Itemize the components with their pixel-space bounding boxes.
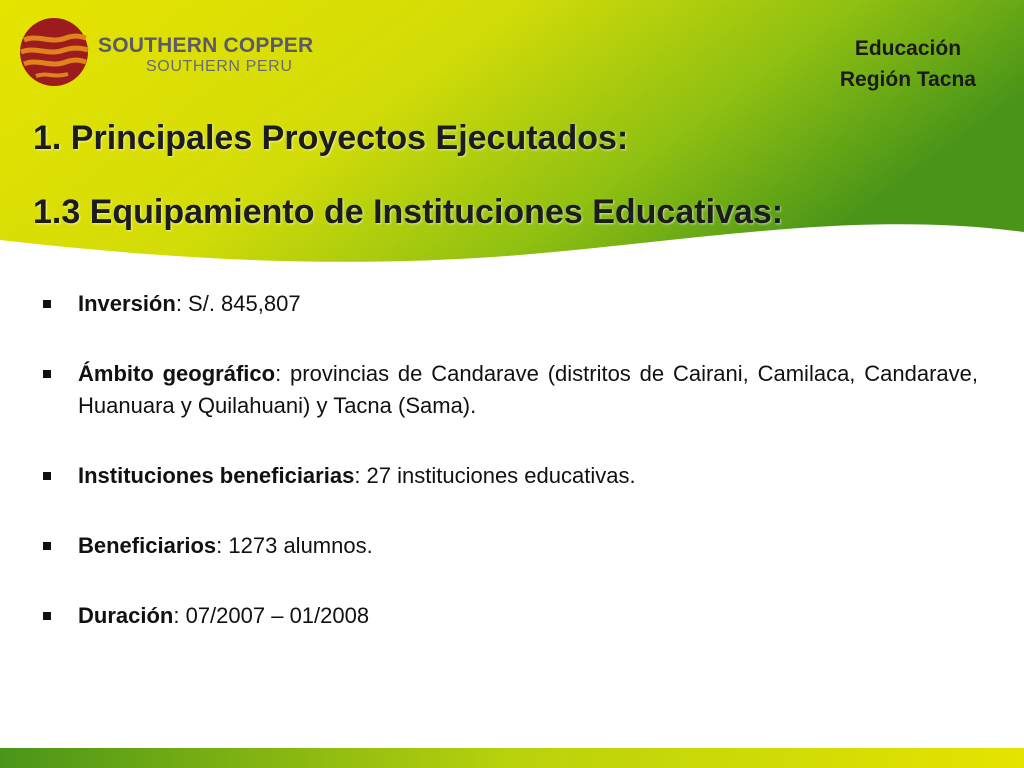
item-text: : provincias de Candarave (distritos de Cairani, Camilaca, Candarave, Huanuara y Quilahuani) y Tacna (Sama). bbox=[78, 361, 978, 418]
bullet-icon bbox=[43, 370, 51, 378]
list-item bbox=[40, 600, 978, 632]
bullet-icon bbox=[43, 300, 51, 308]
item-text: : 27 instituciones educativas. bbox=[354, 463, 636, 488]
item-label: Beneficiarios bbox=[78, 533, 217, 558]
brand-subtitle: SOUTHERN PERU bbox=[146, 58, 293, 75]
title-sub: 1.3 Equipamiento de Instituciones Educativas: bbox=[33, 193, 784, 231]
item-text: : S/. 845,807 bbox=[175, 291, 301, 316]
bullet-icon bbox=[43, 472, 51, 480]
bottom-bar bbox=[0, 748, 1024, 768]
bullet-list bbox=[40, 288, 978, 670]
region-label bbox=[840, 33, 976, 95]
list-item bbox=[40, 288, 978, 320]
list-item bbox=[40, 460, 978, 492]
bullet-icon bbox=[43, 612, 51, 620]
item-text: : 1273 alumnos. bbox=[216, 533, 373, 558]
title-main: 1. Principales Proyectos Ejecutados: bbox=[33, 119, 629, 157]
list-item bbox=[40, 358, 978, 422]
southern-copper-logo-icon bbox=[18, 16, 90, 88]
list-item bbox=[40, 530, 978, 562]
region-line-1: Educación bbox=[854, 37, 962, 60]
item-label: Ámbito geográfico bbox=[78, 361, 276, 386]
brand-name: SOUTHERN COPPER bbox=[98, 34, 314, 57]
item-text: : 07/2007 – 01/2008 bbox=[173, 603, 370, 628]
item-label: Inversión bbox=[78, 291, 176, 316]
brand bbox=[98, 34, 313, 76]
bullet-icon bbox=[43, 542, 51, 550]
item-label: Instituciones beneficiarias bbox=[78, 463, 355, 488]
region-line-2: Región Tacna bbox=[839, 68, 976, 91]
item-label: Duración bbox=[78, 603, 174, 628]
